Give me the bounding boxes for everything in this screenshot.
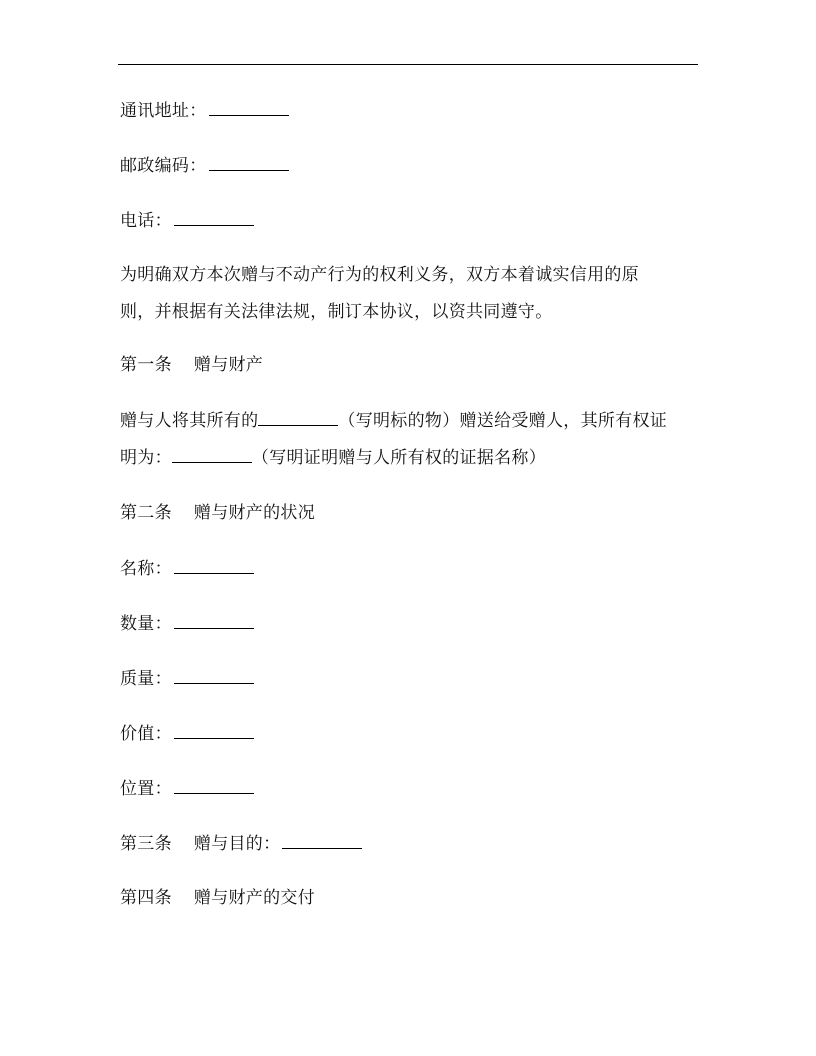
article-2-number: 第二条	[120, 503, 172, 523]
value-line	[120, 722, 254, 745]
name-label: 名称：	[120, 559, 172, 579]
location-blank[interactable]	[174, 777, 254, 794]
article-3-number: 第三条	[120, 834, 172, 854]
quantity-blank[interactable]	[174, 612, 254, 629]
article-3-title: 赠与目的：	[193, 834, 281, 854]
phone-label: 电话：	[120, 211, 172, 231]
article-2-heading	[120, 502, 315, 524]
postal-line	[120, 154, 289, 177]
article-1-body2-post: （写明证明赠与人所有权的证据名称）	[251, 448, 547, 468]
value-label: 价值：	[120, 724, 172, 744]
name-blank[interactable]	[174, 557, 254, 574]
address-line	[120, 99, 289, 122]
phone-line	[120, 209, 254, 232]
article-4-heading	[120, 887, 315, 909]
header-rule	[118, 64, 698, 65]
value-blank[interactable]	[174, 722, 254, 739]
article-1-number: 第一条	[120, 355, 172, 375]
article-4-title: 赠与财产的交付	[193, 888, 316, 908]
article-1-body-pre: 赠与人将其所有的	[120, 411, 259, 431]
location-line	[120, 777, 254, 800]
location-label: 位置：	[120, 779, 172, 799]
article-1-title: 赠与财产	[193, 355, 264, 375]
subject-matter-blank[interactable]	[258, 409, 338, 426]
address-label: 通讯地址：	[120, 101, 207, 121]
name-line	[120, 557, 254, 580]
article-1-body-line-2	[120, 446, 546, 469]
postal-label: 邮政编码：	[120, 156, 207, 176]
article-4-number: 第四条	[120, 888, 172, 908]
ownership-proof-blank[interactable]	[172, 446, 252, 463]
quality-label: 质量：	[120, 669, 172, 689]
intro-line-2: 则，并根据有关法律法规，制订本协议，以资共同遵守。	[120, 302, 553, 322]
postal-blank[interactable]	[209, 154, 289, 171]
article-1-body-post: （写明标的物）赠送给受赠人，其所有权证	[338, 411, 668, 431]
quantity-line	[120, 612, 254, 635]
article-3-heading	[120, 832, 362, 855]
phone-blank[interactable]	[174, 209, 254, 226]
article-1-heading	[120, 354, 263, 376]
quality-line	[120, 667, 254, 690]
purpose-blank[interactable]	[282, 832, 362, 849]
quantity-label: 数量：	[120, 614, 172, 634]
article-1-body-line-1	[120, 409, 667, 432]
article-1-body2-pre: 明为：	[120, 448, 172, 468]
address-blank[interactable]	[209, 99, 289, 116]
article-2-title: 赠与财产的状况	[193, 503, 316, 523]
quality-blank[interactable]	[174, 667, 254, 684]
intro-line-1: 为明确双方本次赠与不动产行为的权利义务，双方本着诚实信用的原	[120, 265, 639, 285]
